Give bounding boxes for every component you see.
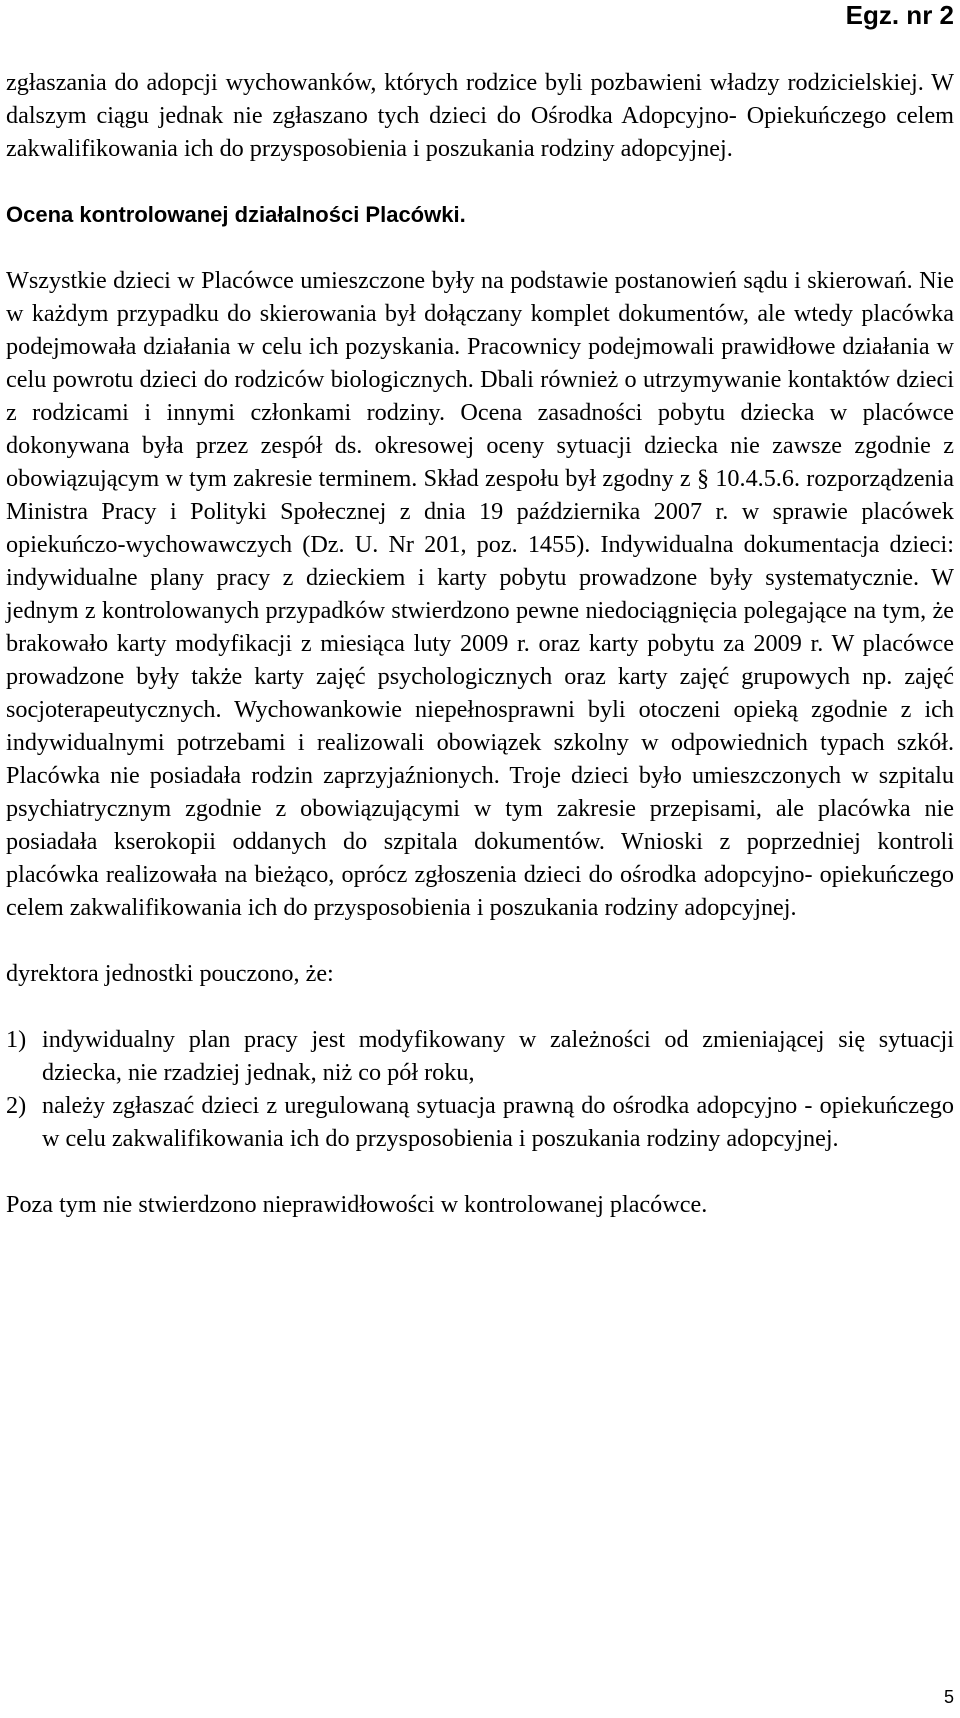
list-item-number: 1) xyxy=(6,1026,27,1053)
list-item xyxy=(6,1089,954,1155)
instruction-intro: dyrektora jednostki pouczono, że: xyxy=(6,960,334,987)
list-item-text: indywidualny plan pracy jest modyfikowany w zależności od zmieniającej się sytuacji dziecka, nie rzadziej jednak, niż co pół roku, xyxy=(42,1026,954,1086)
intro-paragraph: zgłaszania do adopcji wychowanków, których rodzice byli pozbawieni władzy rodzicielskiej. W dalszym ciągu jednak nie zgłaszano tych dzieci do Ośrodka Adopcyjno- Opiekuńczego celem zakwalifikowania ich do przysposobienia i poszukania rodziny adopcyjnej. xyxy=(6,69,954,162)
page-number: 5 xyxy=(943,1687,954,1707)
exam-number: Egz. nr 2 xyxy=(845,0,954,30)
instruction-list xyxy=(6,1023,954,1155)
document-body xyxy=(6,66,954,1221)
list-item xyxy=(6,1023,954,1089)
section-heading: Ocena kontrolowanej działalności Placówki. xyxy=(6,202,466,227)
list-item-number: 2) xyxy=(6,1092,27,1119)
list-item-text: należy zgłaszać dzieci z uregulowaną sytuacja prawną do ośrodka adopcyjno - opiekuńczego w celu zakwalifikowania ich do przysposobienia i poszukania rodziny adopcyjnej. xyxy=(42,1092,954,1152)
document-page xyxy=(6,0,954,1718)
main-paragraph: Wszystkie dzieci w Placówce umieszczone były na podstawie postanowień sądu i skierowań. Nie w każdym przypadku do skierowania był dołączany komplet dokumentów, ale wtedy placówka podejmowała działania w celu ich pozyskania. Pracownicy podejmowali prawidłowe działania w celu powrotu dzieci do rodziców biologicznych. Dbali również o utrzymywanie kontaktów dzieci z rodzicami i innymi członkami rodziny. Ocena zasadności pobytu dziecka w placówce dokonywana była przez zespół ds. okresowej oceny sytuacji dziecka nie zawsze zgodnie z obowiązującym w tym zakresie terminem. Skład zespołu był zgodny z § 10.4.5.6. rozporządzenia Ministra Pracy i Polityki Społecznej z dnia 19 października 2007 r. w sprawie placówek opiekuńczo-wychowawczych (Dz. U. Nr 201, poz. 1455). Indywidualna dokumentacja dzieci: indywidualne plany pracy z dzieckiem i karty pobytu prowadzone były systematycznie. W jednym z kontrolowanych przypadków stwierdzono pewne niedociągnięcia polegające na tym, że brakowało karty modyfikacji z miesiąca luty 2009 r. oraz karty pobytu za 2009 r. W placówce prowadzone były także karty zajęć psychologicznych oraz karty zajęć grupowych np. zajęć socjoterapeutycznych. Wychowankowie niepełnosprawni byli otoczeni opieką zgodnie z ich indywidualnymi potrzebami i realizowali obowiązek szkolny w odpowiednich typach szkół. Placówka nie posiadała rodzin zaprzyjaźnionych. Troje dzieci było umieszczonych w szpitalu psychiatrycznym zgodnie z obowiązującymi w tym zakresie przepisami, ale placówka nie posiadała kserokopii oddanych do szpitala dokumentów. Wnioski z poprzedniej kontroli placówka realizowała na bieżąco, oprócz zgłoszenia dzieci do ośrodka adopcyjno- opiekuńczego celem zakwalifikowania ich do przysposobienia i poszukania rodziny adopcyjnej. xyxy=(6,267,954,921)
conclusion-paragraph: Poza tym nie stwierdzono nieprawidłowości w kontrolowanej placówce. xyxy=(6,1191,708,1218)
